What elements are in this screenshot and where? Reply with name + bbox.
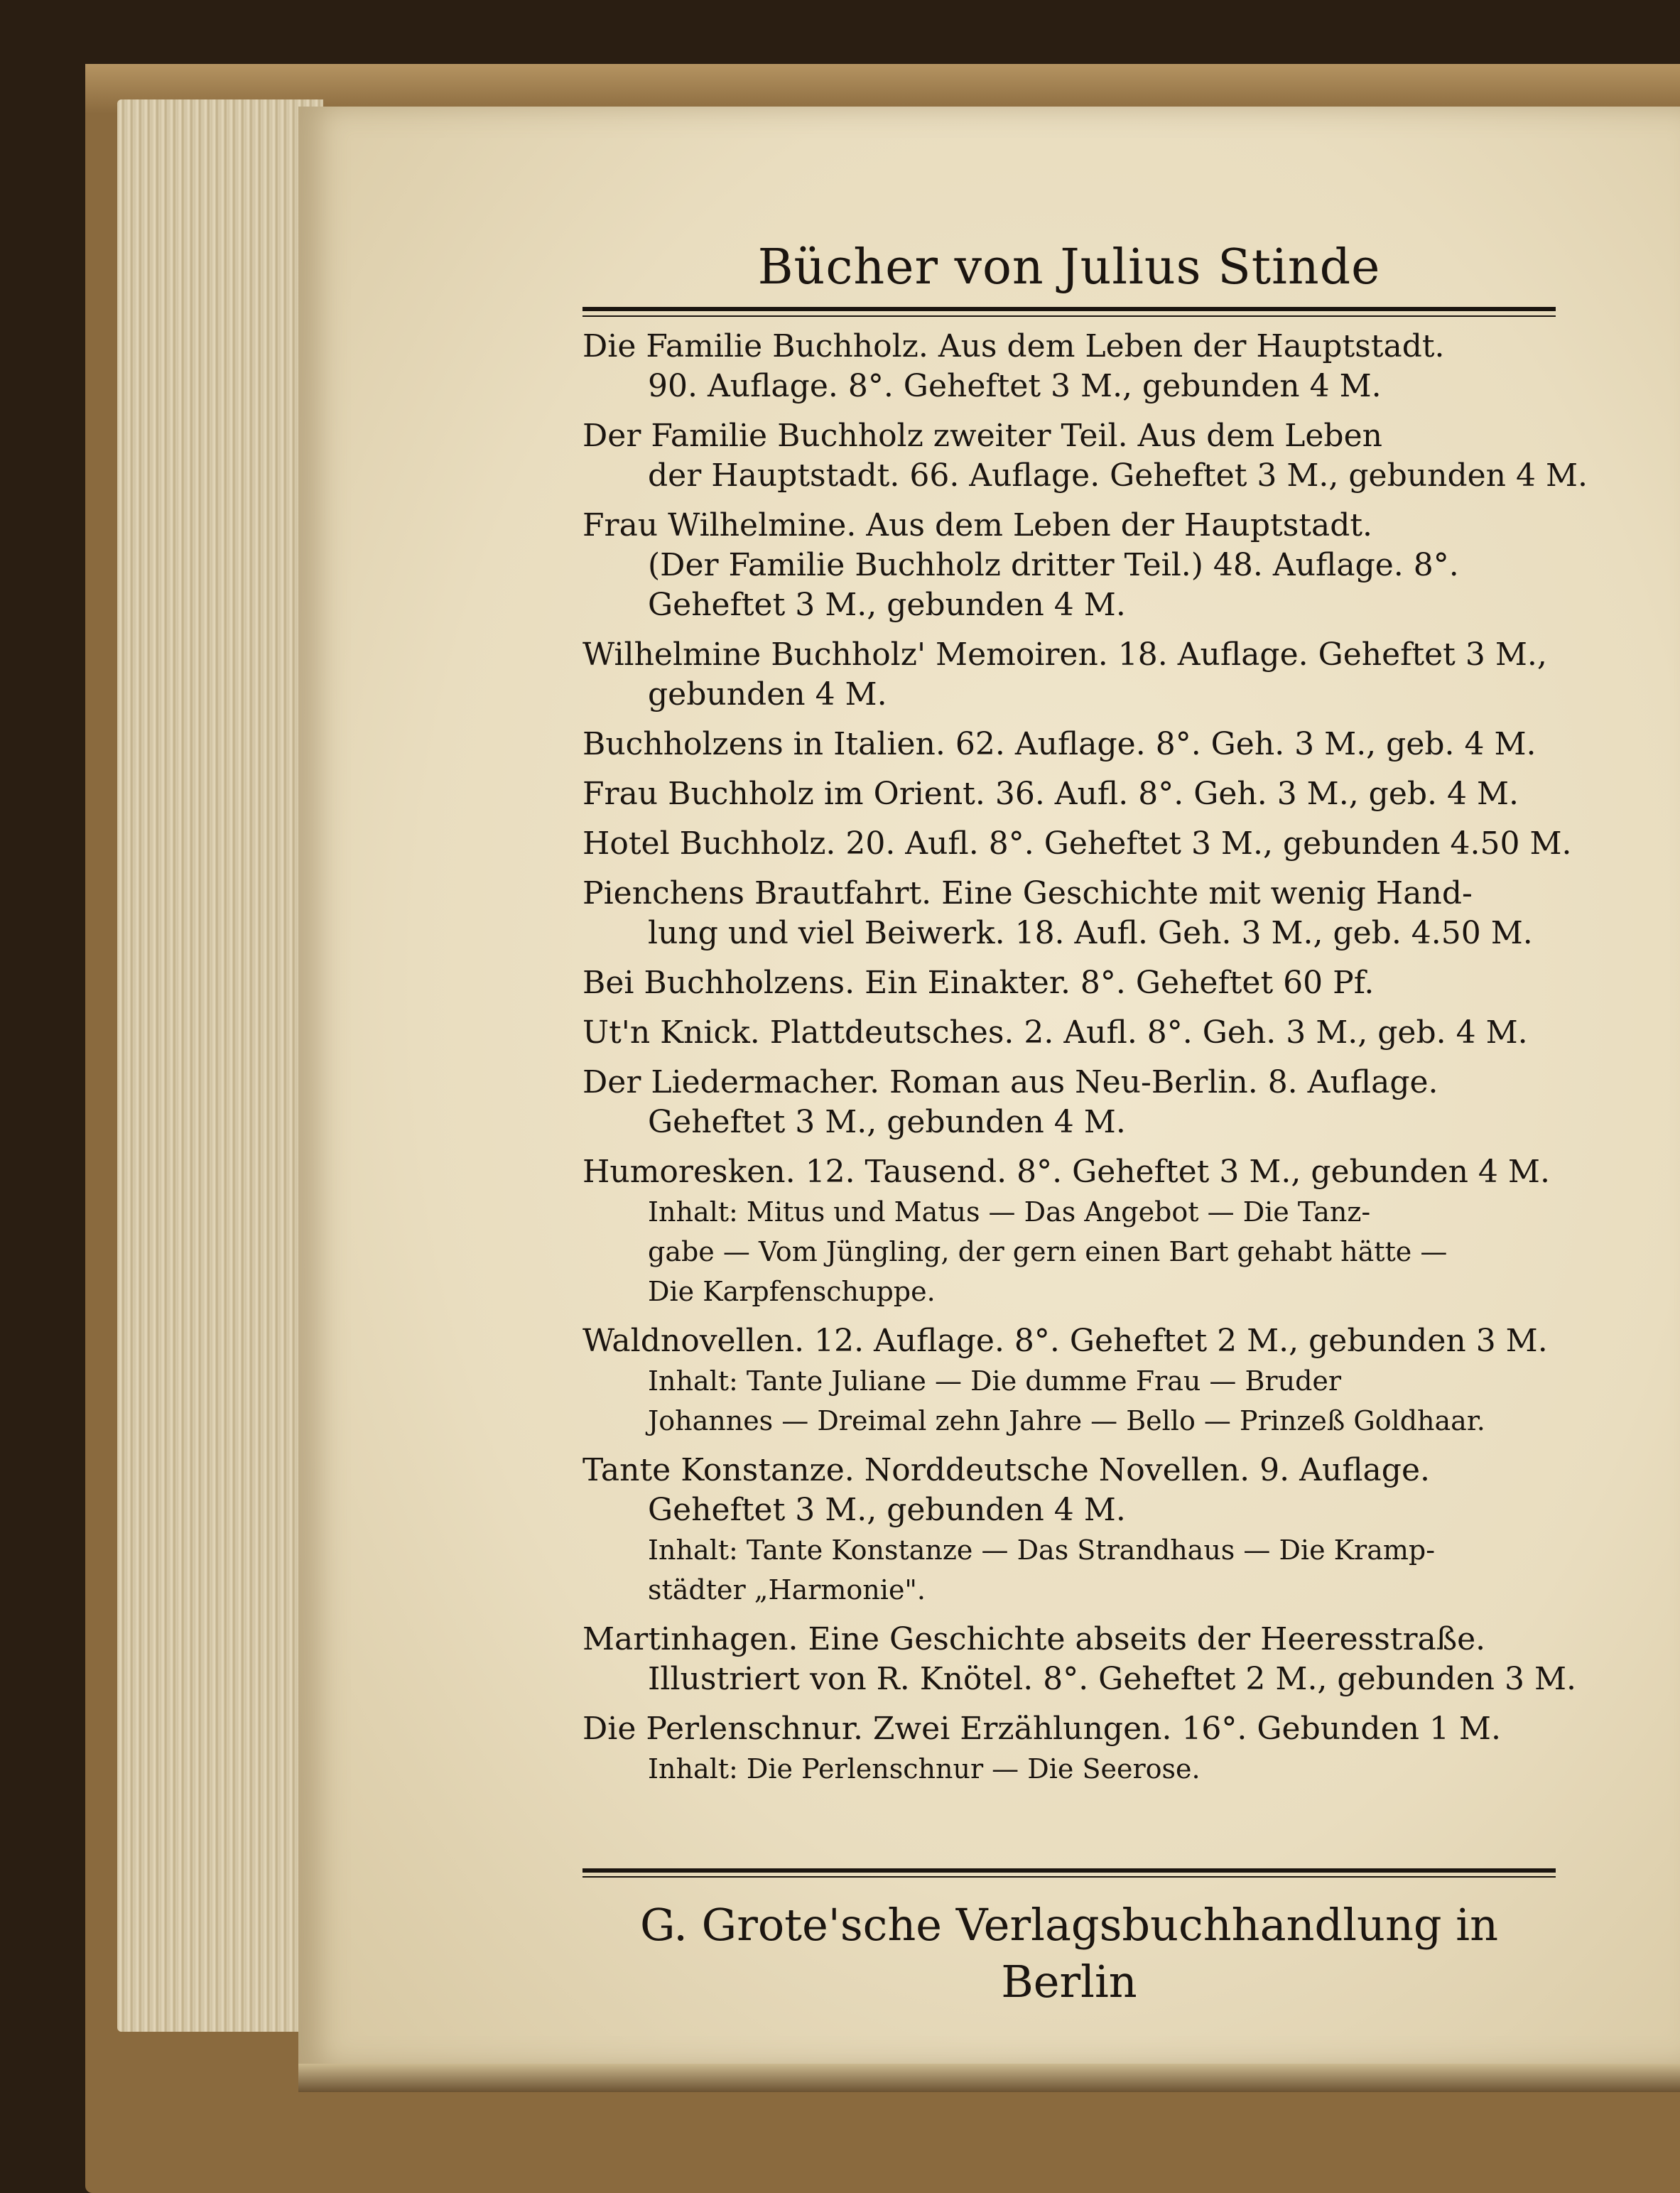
book-entry-contents-line: Inhalt: Mitus und Matus — Das Angebot — Die Tanz-	[648, 1196, 1371, 1228]
book-entry-title-line: Die Perlenschnur. Zwei Erzählungen. 16°. Gebunden 1 M.	[582, 1711, 1501, 1747]
book-entry-title-line: Ut'n Knick. Plattdeutsches. 2. Aufl. 8°. Geh. 3 M., geb. 4 M.	[582, 1014, 1528, 1051]
book-entry-title-line: Der Liedermacher. Roman aus Neu-Berlin. 8. Auflage.	[582, 1064, 1438, 1100]
book-entry	[582, 1013, 1556, 1053]
book-entry-contents-line: Inhalt: Die Perlenschnur — Die Seerose.	[648, 1753, 1201, 1785]
book-entry-title-line: Tante Konstanze. Norddeutsche Novellen. 9. Auflage.	[582, 1452, 1430, 1488]
book-entry-title-line: Hotel Buchholz. 20. Aufl. 8°. Geheftet 3 M., gebunden 4.50 M.	[582, 825, 1572, 862]
page-title: Bücher von Julius Stinde	[757, 239, 1381, 296]
book-entry-title-line: Humoresken. 12. Tausend. 8°. Geheftet 3 M., gebunden 4 M.	[582, 1154, 1550, 1190]
book-entry	[582, 1063, 1556, 1142]
book-entry-title-line: Bei Buchholzens. Ein Einakter. 8°. Geheftet 60 Pf.	[582, 965, 1375, 1001]
publisher-line: G. Grote'sche Verlagsbuchhandlung in Berlin	[639, 1899, 1499, 2008]
book-entry-detail-line: gebunden 4 M.	[648, 676, 887, 713]
book-entry-detail-line: (Der Familie Buchholz dritter Teil.) 48. Auflage. 8°.	[648, 547, 1459, 583]
book-entry-title-line: Frau Wilhelmine. Aus dem Leben der Hauptstadt.	[582, 507, 1373, 543]
book-entry-contents-line: Die Karpfenschuppe.	[648, 1276, 936, 1307]
book-entry-title-line: Martinhagen. Eine Geschichte abseits der Heeresstraße.	[582, 1621, 1486, 1657]
book-entry-detail-line: Geheftet 3 M., gebunden 4 M.	[648, 1492, 1126, 1528]
book-entry-title-line: Waldnovellen. 12. Auflage. 8°. Geheftet 2 M., gebunden 3 M.	[582, 1323, 1548, 1359]
page-text	[582, 239, 1588, 1799]
book-entry-detail-line: lung und viel Beiwerk. 18. Aufl. Geh. 3 M., geb. 4.50 M.	[648, 915, 1533, 951]
book-entry	[582, 416, 1588, 496]
footer-rule	[582, 1868, 1556, 1878]
book-entry	[582, 1709, 1556, 1789]
book-entry	[582, 327, 1556, 406]
book-entry-title-line: Die Familie Buchholz. Aus dem Leben der Hauptstadt.	[582, 328, 1445, 364]
book-entry-contents-line: städter „Harmonie".	[648, 1574, 926, 1606]
book-entry-detail-line: Geheftet 3 M., gebunden 4 M.	[648, 1104, 1126, 1140]
book-entry	[582, 635, 1556, 715]
book-entry-title-line: Der Familie Buchholz zweiter Teil. Aus dem Leben	[582, 418, 1382, 454]
book-entry-detail-line: 90. Auflage. 8°. Geheftet 3 M., gebunden 4 M.	[648, 368, 1382, 404]
book-entry-detail-line: der Hauptstadt. 66. Auflage. Geheftet 3 M., gebunden 4 M.	[648, 457, 1588, 494]
book-entry-contents-line: Inhalt: Tante Juliane — Die dumme Frau — Bruder	[648, 1365, 1342, 1397]
book-entry-contents-line: gabe — Vom Jüngling, der gern einen Bart gehabt hätte —	[648, 1236, 1448, 1267]
book-entry	[582, 774, 1556, 814]
book-bottom-edge	[298, 2064, 1680, 2092]
book-entry	[582, 506, 1556, 625]
page-block-edges	[117, 99, 323, 2032]
book-list	[582, 327, 1588, 1789]
book-entry	[582, 1152, 1556, 1311]
book-entry-detail-line: Geheftet 3 M., gebunden 4 M.	[648, 587, 1126, 623]
book-entry	[582, 824, 1572, 864]
book-entry	[582, 725, 1556, 764]
book-entry-contents-line: Johannes — Dreimal zehn Jahre — Bello — Prinzeß Goldhaar.	[648, 1405, 1485, 1436]
book-entry	[582, 963, 1556, 1003]
book-entry-title-line: Pienchens Brautfahrt. Eine Geschichte mit wenig Hand-	[582, 875, 1473, 911]
book-entry-contents-line: Inhalt: Tante Konstanze — Das Strandhaus — Die Kramp-	[648, 1534, 1436, 1566]
book-entry-title-line: Wilhelmine Buchholz' Memoiren. 18. Auflage. Geheftet 3 M.,	[582, 637, 1547, 673]
book-entry-detail-line: Illustriert von R. Knötel. 8°. Geheftet 2 M., gebunden 3 M.	[648, 1661, 1577, 1697]
book-entry	[582, 1451, 1556, 1610]
book-entry	[582, 1321, 1556, 1441]
title-rule	[582, 307, 1556, 317]
book-entry-title-line: Buchholzens in Italien. 62. Auflage. 8°. Geh. 3 M., geb. 4 M.	[582, 726, 1537, 762]
book-entry	[582, 874, 1556, 953]
book-entry-title-line: Frau Buchholz im Orient. 36. Aufl. 8°. Geh. 3 M., geb. 4 M.	[582, 776, 1519, 812]
book-entry	[582, 1620, 1577, 1699]
